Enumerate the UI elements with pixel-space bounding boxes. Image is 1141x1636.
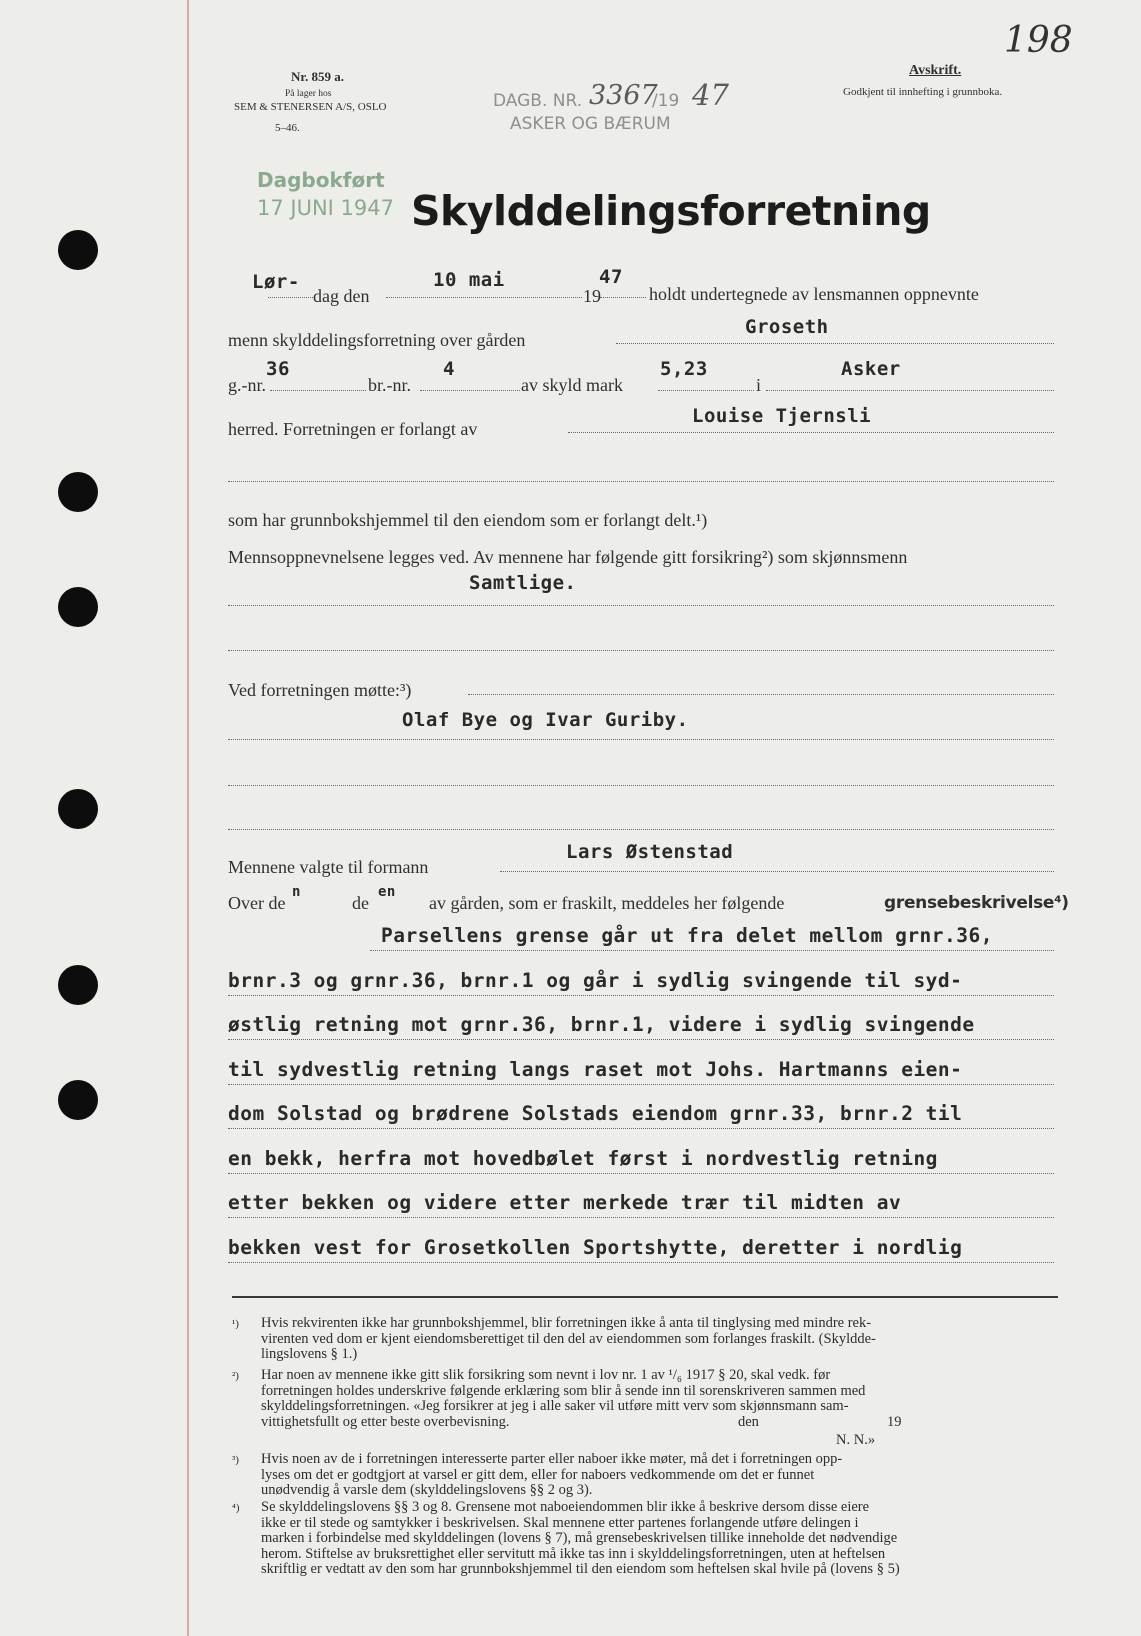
journal-number: 3367 <box>589 80 658 111</box>
stock-line-1: På lager hos <box>285 89 332 99</box>
footnote-line: Hvis rekvirenten ikke har grunnbokshjemmel, blir forretningen ikke å anta til tinglysing med mindre rek- <box>261 1315 872 1331</box>
copy-label: Avskrift. <box>909 63 962 78</box>
office-stamp: ASKER OG BÆRUM <box>510 114 671 134</box>
in-label: i <box>756 375 762 395</box>
footnote-4 <box>261 1500 900 1578</box>
bnr-value: 4 <box>443 358 455 380</box>
punch-hole <box>58 472 98 512</box>
bnr-label: br.-nr. <box>368 375 411 395</box>
description-line: østlig retning mot grnr.36, brnr.1, videre i sydlig svingende <box>228 1013 975 1036</box>
document-title: Skylddelingsforretning <box>411 187 931 235</box>
present-value: Olaf Bye og Ivar Guriby. <box>402 709 689 731</box>
blank-line <box>568 432 1054 433</box>
gnr-value: 36 <box>266 358 290 380</box>
blank-line <box>228 1262 1054 1263</box>
punch-hole <box>58 230 98 270</box>
printer-name: SEM & STENERSEN A/S, OSLO <box>234 101 387 113</box>
herred-label: herred. Forretningen er forlangt av <box>228 419 478 439</box>
blank-line <box>420 390 520 391</box>
gnr-label: g.-nr. <box>228 375 266 395</box>
over-mid: de <box>352 893 369 913</box>
footnote-2-signature: N. N.» <box>836 1432 876 1448</box>
blank-line <box>228 785 1054 786</box>
description-line: dom Solstad og brødrene Solstads eiendom grnr.33, brnr.2 til <box>228 1102 963 1125</box>
footnote-3 <box>261 1452 842 1499</box>
footnote-line: virenten ved dom er kjent eiendomsberettiget til den del av eiendommen som forlanges fraskilt. (Skyldde- <box>261 1330 876 1347</box>
dagbokfort-stamp-date: 17 JUNI 1947 <box>257 196 394 220</box>
blank-line <box>500 871 1054 872</box>
description-line: etter bekken og videre etter merkede trær til midten av <box>228 1191 902 1214</box>
description-line: til sydvestlig retning langs raset mot Johs. Hartmanns eien- <box>228 1058 963 1081</box>
footnote-marker: ¹) <box>232 1318 239 1330</box>
footnote-marker: ²) <box>232 1370 239 1382</box>
over-bold: grensebeskrivelse⁴) <box>884 893 1069 913</box>
blank-line <box>228 1128 1054 1129</box>
blank-line <box>370 950 1054 951</box>
description-line: Parsellens grense går ut fra delet mellom grnr.36, <box>381 924 993 947</box>
farm-name: Groseth <box>745 316 829 338</box>
punch-hole <box>58 587 98 627</box>
year-prefix: 19 <box>583 286 601 306</box>
skyld-value: 5,23 <box>660 358 708 380</box>
blank-line <box>386 297 582 298</box>
footnote-2-year: 19 <box>887 1414 902 1430</box>
journal-year: 47 <box>692 78 729 112</box>
blank-line <box>228 739 1054 740</box>
description-line: en bekk, herfra mot hovedbølet først i nordvestlig retning <box>228 1147 938 1170</box>
form-number: Nr. 859 a. <box>291 69 344 84</box>
blank-line <box>766 390 1054 391</box>
municipality: Asker <box>841 358 901 380</box>
footnote-line: herom. Stiftelse av bruksrettighet eller servitutt må ikke tas inn i skylddelingsforretningen, uten at heftelsen <box>261 1545 886 1562</box>
footnote-line: Hvis noen av de i forretningen interesserte parter eller naboer ikke møter, må det i forretningen opp- <box>261 1451 843 1467</box>
punch-hole <box>58 965 98 1005</box>
date-value: 10 mai <box>433 269 505 291</box>
blank-line <box>228 1084 1054 1085</box>
footnote-1 <box>261 1316 876 1363</box>
footnote-marker: ⁴) <box>232 1502 240 1514</box>
footnote-line: Har noen av mennene ikke gitt slik forsikring som nevnt i lov nr. 1 av ¹/₆ 1917 § 20, skal vedk. før <box>261 1367 831 1383</box>
footnote-line: ikke er til stede og samtykker i beskrivelsen. Skal mennene etter partenes forlangende utføre delingen i <box>261 1514 859 1531</box>
punch-hole <box>58 1080 98 1120</box>
blank-line <box>228 1173 1054 1174</box>
over-sup-1: n <box>292 884 301 900</box>
skyld-label: av skyld mark <box>521 375 623 395</box>
footnote-marker: ³) <box>232 1454 239 1466</box>
blank-line <box>228 995 1054 996</box>
edition: 5–46. <box>275 122 300 134</box>
chair-value: Lars Østenstad <box>566 841 734 863</box>
blank-line <box>228 1039 1054 1040</box>
blank-line <box>228 605 1054 606</box>
journal-stamp-label: DAGB. NR. <box>493 91 583 111</box>
blank-line <box>228 650 1054 651</box>
day-label: dag den <box>313 286 370 306</box>
requested-by: Louise Tjernsli <box>692 405 872 427</box>
footnote-2 <box>261 1368 865 1430</box>
page-number: 198 <box>1004 20 1073 61</box>
weekday-prefix: Lør- <box>252 271 300 293</box>
footnote-line: unødvendig å varsle dem (skylddelingslovens §§ 2 og 3). <box>261 1482 593 1498</box>
menn-value: Samtlige. <box>469 572 577 594</box>
footnote-line: skylddelingsforretningen. «Jeg forsikrer at jeg i alle saker vil utføre mitt verv som skjønnsmann sam- <box>261 1398 849 1414</box>
over-tail: av gården, som er fraskilt, meddeles her følgende <box>429 893 785 913</box>
blank-line <box>658 390 754 391</box>
blank-line <box>228 1217 1054 1218</box>
blank-line <box>600 297 646 298</box>
footnote-line: lingslovens § 1.) <box>261 1346 358 1362</box>
dagbokfort-stamp-label: Dagbokført <box>257 168 385 192</box>
footnote-line: skriftlig er vedtatt av den som har grunnbokshjemmel til den eiendom som heftelsen skal hvile på (lovens § 5) <box>261 1561 900 1577</box>
footnote-2-den: den <box>738 1414 759 1430</box>
footnote-line: forretningen holdes underskrive følgende erklæring som blir å sende inn til sorenskriveren sammen med <box>261 1382 866 1399</box>
present-label: Ved forretningen møtte:³) <box>228 680 412 700</box>
footnote-line: vittighetsfullt og etter beste overbevisning. <box>261 1413 510 1430</box>
blank-line <box>228 829 1054 830</box>
journal-year-prefix: /19 <box>652 91 680 111</box>
copy-note: Godkjent til innhefting i grunnboka. <box>843 86 1003 98</box>
blank-line <box>468 694 1054 695</box>
chair-label: Mennene valgte til formann <box>228 857 429 877</box>
menn-line: Mennsoppnevnelsene legges ved. Av mennene har følgende gitt forsikring²) som skjønnsmenn <box>228 547 908 567</box>
footnote-separator <box>232 1296 1058 1298</box>
description-line: brnr.3 og grnr.36, brnr.1 og går i sydlig svingende til syd- <box>228 969 963 992</box>
blank-line <box>616 343 1054 344</box>
blank-line <box>268 297 313 298</box>
punch-hole <box>58 789 98 829</box>
year-value: 47 <box>599 266 623 288</box>
footnote-line: marken i forbindelse med skylddelingen (lovens § 7), må grensebeskrivelsen tillike inneholde det nødvendige <box>261 1530 898 1546</box>
farm-line-label: menn skylddelingsforretning over gården <box>228 330 526 350</box>
over-label: Over de <box>228 893 286 913</box>
blank-line <box>270 390 366 391</box>
footnote-line: lyses om det er godtgjort at varsel er gitt dem, eller for naboers vedkommende om det er funnet <box>261 1466 815 1483</box>
blank-line <box>228 481 1054 482</box>
margin-rule <box>187 0 189 1636</box>
over-sup-2: en <box>378 884 396 900</box>
footnote-line: Se skylddelingslovens §§ 3 og 8. Grensene mot naboeiendommen blir ikke å beskrive dersom disse eiere <box>261 1499 870 1515</box>
line1-tail: holdt undertegnede av lensmannen oppnevnte <box>649 284 979 304</box>
description-line: bekken vest for Grosetkollen Sportshytte, deretter i nordlig <box>228 1236 963 1259</box>
hjemmel-line: som har grunnbokshjemmel til den eiendom som er forlangt delt.¹) <box>228 510 708 530</box>
